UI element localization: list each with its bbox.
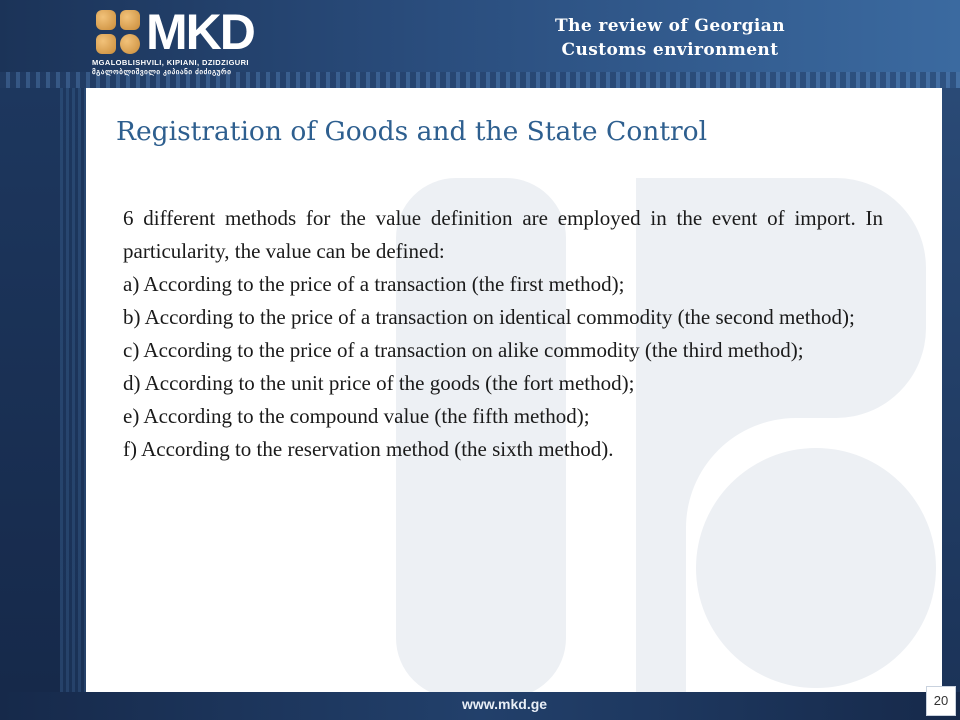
header-title-line2: Customs environment: [561, 40, 779, 60]
logo-subtitle: MGALOBLISHVILI, KIPIANI, DZIDZIGURI: [92, 58, 249, 67]
method-item: e) According to the compound value (the fifth method);: [123, 404, 590, 428]
method-item: d) According to the unit price of the goods (the fort method);: [123, 371, 635, 395]
mkd-logo-icon: [96, 10, 142, 56]
right-strip: [942, 88, 960, 692]
header-title: [500, 14, 840, 62]
method-item: b) According to the price of a transaction on identical commodity (the second method);: [123, 305, 855, 329]
footer-bar: [0, 692, 960, 720]
body-text: [123, 202, 883, 466]
logo-subtitle-georgian: მგალობლიშვილი კიპიანი ძიძიგური: [92, 69, 232, 76]
method-item: f) According to the reservation method (the sixth method).: [123, 437, 614, 461]
logo-text: MKD: [146, 4, 254, 60]
method-item: a) According to the price of a transaction (the first method);: [123, 272, 625, 296]
mkd-logo: [92, 4, 282, 76]
intro-paragraph: 6 different methods for the value definition are employed in the event of import. In particularity, the value can be defined:: [123, 206, 883, 263]
page-number: 20: [926, 686, 956, 716]
footer-url[interactable]: www.mkd.ge: [462, 696, 548, 712]
slide-content: [86, 88, 942, 692]
left-panel-stripes: [60, 88, 86, 692]
slide-title: Registration of Goods and the State Control: [116, 116, 708, 147]
method-item: c) According to the price of a transaction on alike commodity (the third method);: [123, 338, 804, 362]
header-title-line1: The review of Georgian: [555, 16, 785, 36]
